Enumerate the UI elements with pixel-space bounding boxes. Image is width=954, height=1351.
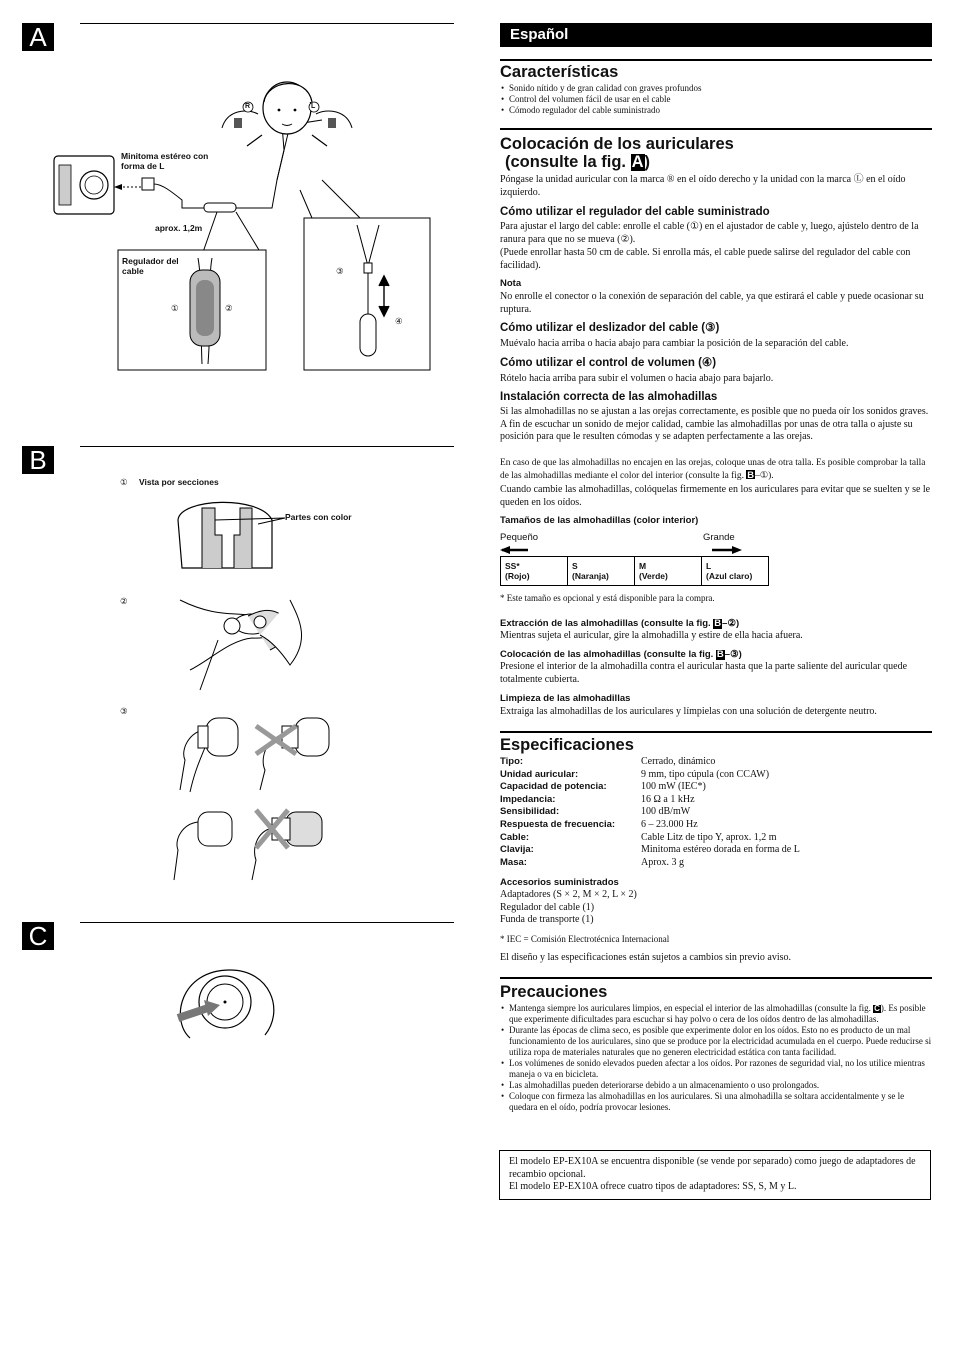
volume-title: Cómo utilizar el control de volumen (④) — [500, 357, 717, 369]
size-arrows — [500, 545, 745, 555]
spec-row: Impedancia: 16 Ω a 1 kHz — [500, 793, 695, 805]
accessories-title: Accesorios suministrados — [500, 877, 619, 888]
label-length: aprox. 1,2m — [155, 223, 203, 233]
num-b2: ② — [120, 596, 128, 606]
features-item-3: • Cómodo regulador del cable suministrado — [509, 105, 941, 116]
specs-table — [500, 756, 932, 869]
clean-text: Extraiga las almohadillas de los auriculares y límpielas con una solución de detergente neutro. — [500, 706, 877, 717]
note-text: No enrolle el conector o la conexión de separación del cable, ya que estirará el cable y puede ocasionar su ruptura. — [500, 291, 924, 315]
install-text-2-end: –①). — [755, 470, 774, 481]
size-cell-ss: SS* (Rojo) — [501, 557, 568, 586]
attach-title: Colocación de las almohadillas (consulte la fig. B–③) — [500, 649, 742, 660]
figure-c-illustration — [170, 960, 290, 1060]
precaution-item-2: • Durante las épocas de clima seco, es posible que experimente dolor en los oídos. Esto no es producto de un mal funcionamiento de los auriculares, sino que se produce por la electricidad acumulada en el cuerpo. Puede reducirse si utiliza ropa de materiales naturales que no generen electricidad estática con tanta facilidad. — [509, 1025, 932, 1058]
placement-title-2 — [505, 153, 650, 171]
change-note: El diseño y las especificaciones están sujetos a cambios sin previo aviso. — [500, 952, 792, 963]
num-b1: ① — [120, 477, 128, 487]
fig-ref-c: C — [874, 1004, 880, 1013]
spec-row: Respuesta de frecuencia: 6 – 23.000 Hz — [500, 818, 698, 830]
spec-row: Capacidad de potencia: 100 mW (IEC*) — [500, 781, 706, 793]
label-adjuster: Regulador del cable — [122, 256, 179, 276]
features-item-2: • Control del volumen fácil de usar en el cable — [509, 94, 941, 105]
placement-title-close: ) — [644, 153, 651, 171]
figure-a-illustration — [22, 80, 452, 380]
sizes-title: Tamaños de las almohadillas (color interior) — [500, 515, 699, 526]
rule-placement — [500, 128, 932, 130]
accessory-item: Regulador del cable (1) — [500, 901, 595, 913]
fit-incorrect-1 — [256, 718, 329, 790]
figure-b-illustration — [160, 490, 460, 880]
fit-correct-1 — [180, 718, 238, 792]
placement-text: Póngase la unidad auricular con la marca ® en el oído derecho y la unidad con la marca Ⓛ en el oído izquierdo. — [500, 174, 906, 198]
iec-note: * IEC = Comisión Electrotécnica Internacional — [500, 934, 670, 944]
adjuster-text-1: Para ajustar el largo del cable: enrolle el cable (①) en el ajustador de cable y, luego, ajústelo dentro de la ranura para que no se mueva (②). — [500, 221, 919, 245]
fit-correct-2 — [174, 812, 232, 880]
model-note-box — [499, 1150, 931, 1200]
install-title: Instalación correcta de las almohadillas — [500, 391, 718, 403]
rule-precautions — [500, 977, 932, 979]
size-small-label: Pequeño — [500, 532, 539, 543]
label-colored-parts: Partes con color — [285, 512, 352, 522]
model-note-line-2: El modelo EP-EX10A ofrece cuatro tipos de adaptadores: SS, S, M y L. — [509, 1181, 797, 1193]
size-cell-l: L (Azul claro) — [702, 557, 769, 586]
num-3: ③ — [336, 266, 344, 276]
spec-row: Clavija: Minitoma estéreo dorada en forma de L — [500, 844, 800, 856]
num-b3: ③ — [120, 706, 128, 716]
label-plug: Minitoma estéreo con forma de L — [121, 151, 209, 171]
num-1: ① — [171, 303, 179, 313]
spec-row: Unidad auricular: 9 mm, tipo cúpula (con CCAW) — [500, 768, 770, 780]
fig-ref-b-1: B — [747, 468, 755, 480]
figure-a-letter: A — [22, 23, 54, 51]
figure-c-letter: C — [22, 922, 54, 950]
slider-title: Cómo utilizar el deslizador del cable (③) — [500, 322, 720, 334]
num-4: ④ — [395, 316, 403, 326]
spec-row: Cable: Cable Litz de tipo Y, aprox. 1,2 m — [500, 831, 777, 843]
slider-text: Muévalo hacia arriba o hacia abajo para cambiar la posición de la separación del cable. — [500, 338, 849, 349]
precautions-title: Precauciones — [500, 983, 608, 1001]
rule-features — [500, 59, 932, 61]
adjuster-title: Cómo utilizar el regulador del cable suministrado — [500, 206, 770, 218]
adjuster-text-2: (Puede enrollar hasta 50 cm de cable. Si enrolla más, el cable puede salirse del regulador del cable con facilidad). — [500, 247, 911, 271]
accessories-list — [500, 889, 932, 927]
fig-ref-a: A — [631, 153, 644, 171]
model-note-line-1: El modelo EP-EX10A se encuentra disponible (se vende por separado) como juego de adaptadores de recambio opcional. — [509, 1156, 916, 1180]
features-item-1: • Sonido nítido y de gran calidad con graves profundos — [509, 83, 941, 94]
figure-b-rule — [80, 446, 454, 447]
precautions-list — [500, 1003, 932, 1113]
language-heading: Español — [500, 23, 932, 47]
remove-title: Extracción de las almohadillas (consulte la fig. B–②) — [500, 618, 740, 629]
placement-title-1: Colocación de los auriculares — [500, 135, 734, 153]
sizes-table — [500, 556, 769, 586]
size-large-label: Grande — [703, 532, 735, 543]
install-text-3: Cuando cambie las almohadillas, colóquelas firmemente en los auriculares para evitar que se suelten y se le queden en los oídos. — [500, 484, 931, 508]
accessory-item: Adaptadores (S × 2, M × 2, L × 2) — [500, 889, 637, 900]
mark-l: L — [311, 103, 316, 110]
remove-text: Mientras sujeta el auricular, gire la almohadilla y estire de ella hacia afuera. — [500, 630, 803, 641]
figure-c-rule — [80, 922, 454, 923]
precaution-item-1: • Mantenga siempre los auriculares limpios, en especial el interior de las almohadillas (consulte la fig. C). Es posible que experimente dificultades para escuchar si hay polvo o cera de los oídos dentro de las almohadillas. — [509, 1003, 932, 1025]
precaution-item-5: • Coloque con firmeza las almohadillas en los auriculares. Si una almohadilla se soltara accidentalmente y se le quedara en el oído, podría provocar lesiones. — [509, 1091, 932, 1113]
spec-row: Tipo: Cerrado, dinámico — [500, 756, 716, 767]
label-section-view: Vista por secciones — [139, 477, 219, 487]
precaution-item-4: • Las almohadillas pueden deteriorarse debido a un almacenamiento o uso prolongados. — [509, 1080, 932, 1091]
install-text-2 — [500, 457, 932, 482]
install-text-2-body: En caso de que las almohadillas no encajen en las orejas, coloque unas de otra talla. Es posible comprobar la talla de las almohadillas mediante el color del interior (consulte la fig. — [500, 458, 926, 481]
num-2: ② — [225, 303, 233, 313]
install-text-1: Si las almohadillas no se ajustan a las orejas correctamente, es posible que no pueda oír los sonidos graves. A fin de escuchar un sonido de mejor calidad, cambie las almohadillas por unas de otra talla o ajuste su posición para que le resulten cómodas y se adapten perfectamente a las orejas. — [500, 406, 929, 443]
specs-title: Especificaciones — [500, 736, 634, 754]
features-title: Características — [500, 63, 619, 81]
accessory-item: Funda de transporte (1) — [500, 914, 594, 926]
mark-r: R — [245, 103, 251, 110]
attach-text: Presione el interior de la almohadilla contra el auricular hasta que la parte saliente del auricular quede totalmente cubierta. — [500, 661, 908, 685]
note-title: Nota — [500, 278, 522, 289]
precaution-item-3: • Los volúmenes de sonido elevados pueden afectar a los oídos. Por razones de seguridad vial, no los utilice mientras maneja o va en bicicleta. — [509, 1058, 932, 1080]
size-cell-m: M (Verde) — [635, 557, 702, 586]
fig-ref-b-2: B — [714, 618, 722, 629]
figure-b-letter: B — [22, 446, 54, 474]
placement-title-text: (consulte la fig. — [505, 153, 627, 171]
fit-incorrect-2 — [252, 810, 322, 880]
features-list — [500, 83, 941, 116]
volume-text: Rótelo hacia arriba para subir el volumen o hacia abajo para bajarlo. — [500, 373, 774, 384]
clean-title: Limpieza de las almohadillas — [500, 693, 631, 704]
figure-a-rule — [80, 23, 454, 24]
size-cell-s: S (Naranja) — [568, 557, 635, 586]
sizes-footnote: * Este tamaño es opcional y está disponible para la compra. — [500, 593, 715, 603]
rule-specs — [500, 731, 932, 733]
spec-row: Masa: Aprox. 3 g — [500, 856, 685, 868]
spec-row: Sensibilidad: 100 dB/mW — [500, 806, 691, 818]
fig-ref-b-3: B — [716, 649, 724, 660]
